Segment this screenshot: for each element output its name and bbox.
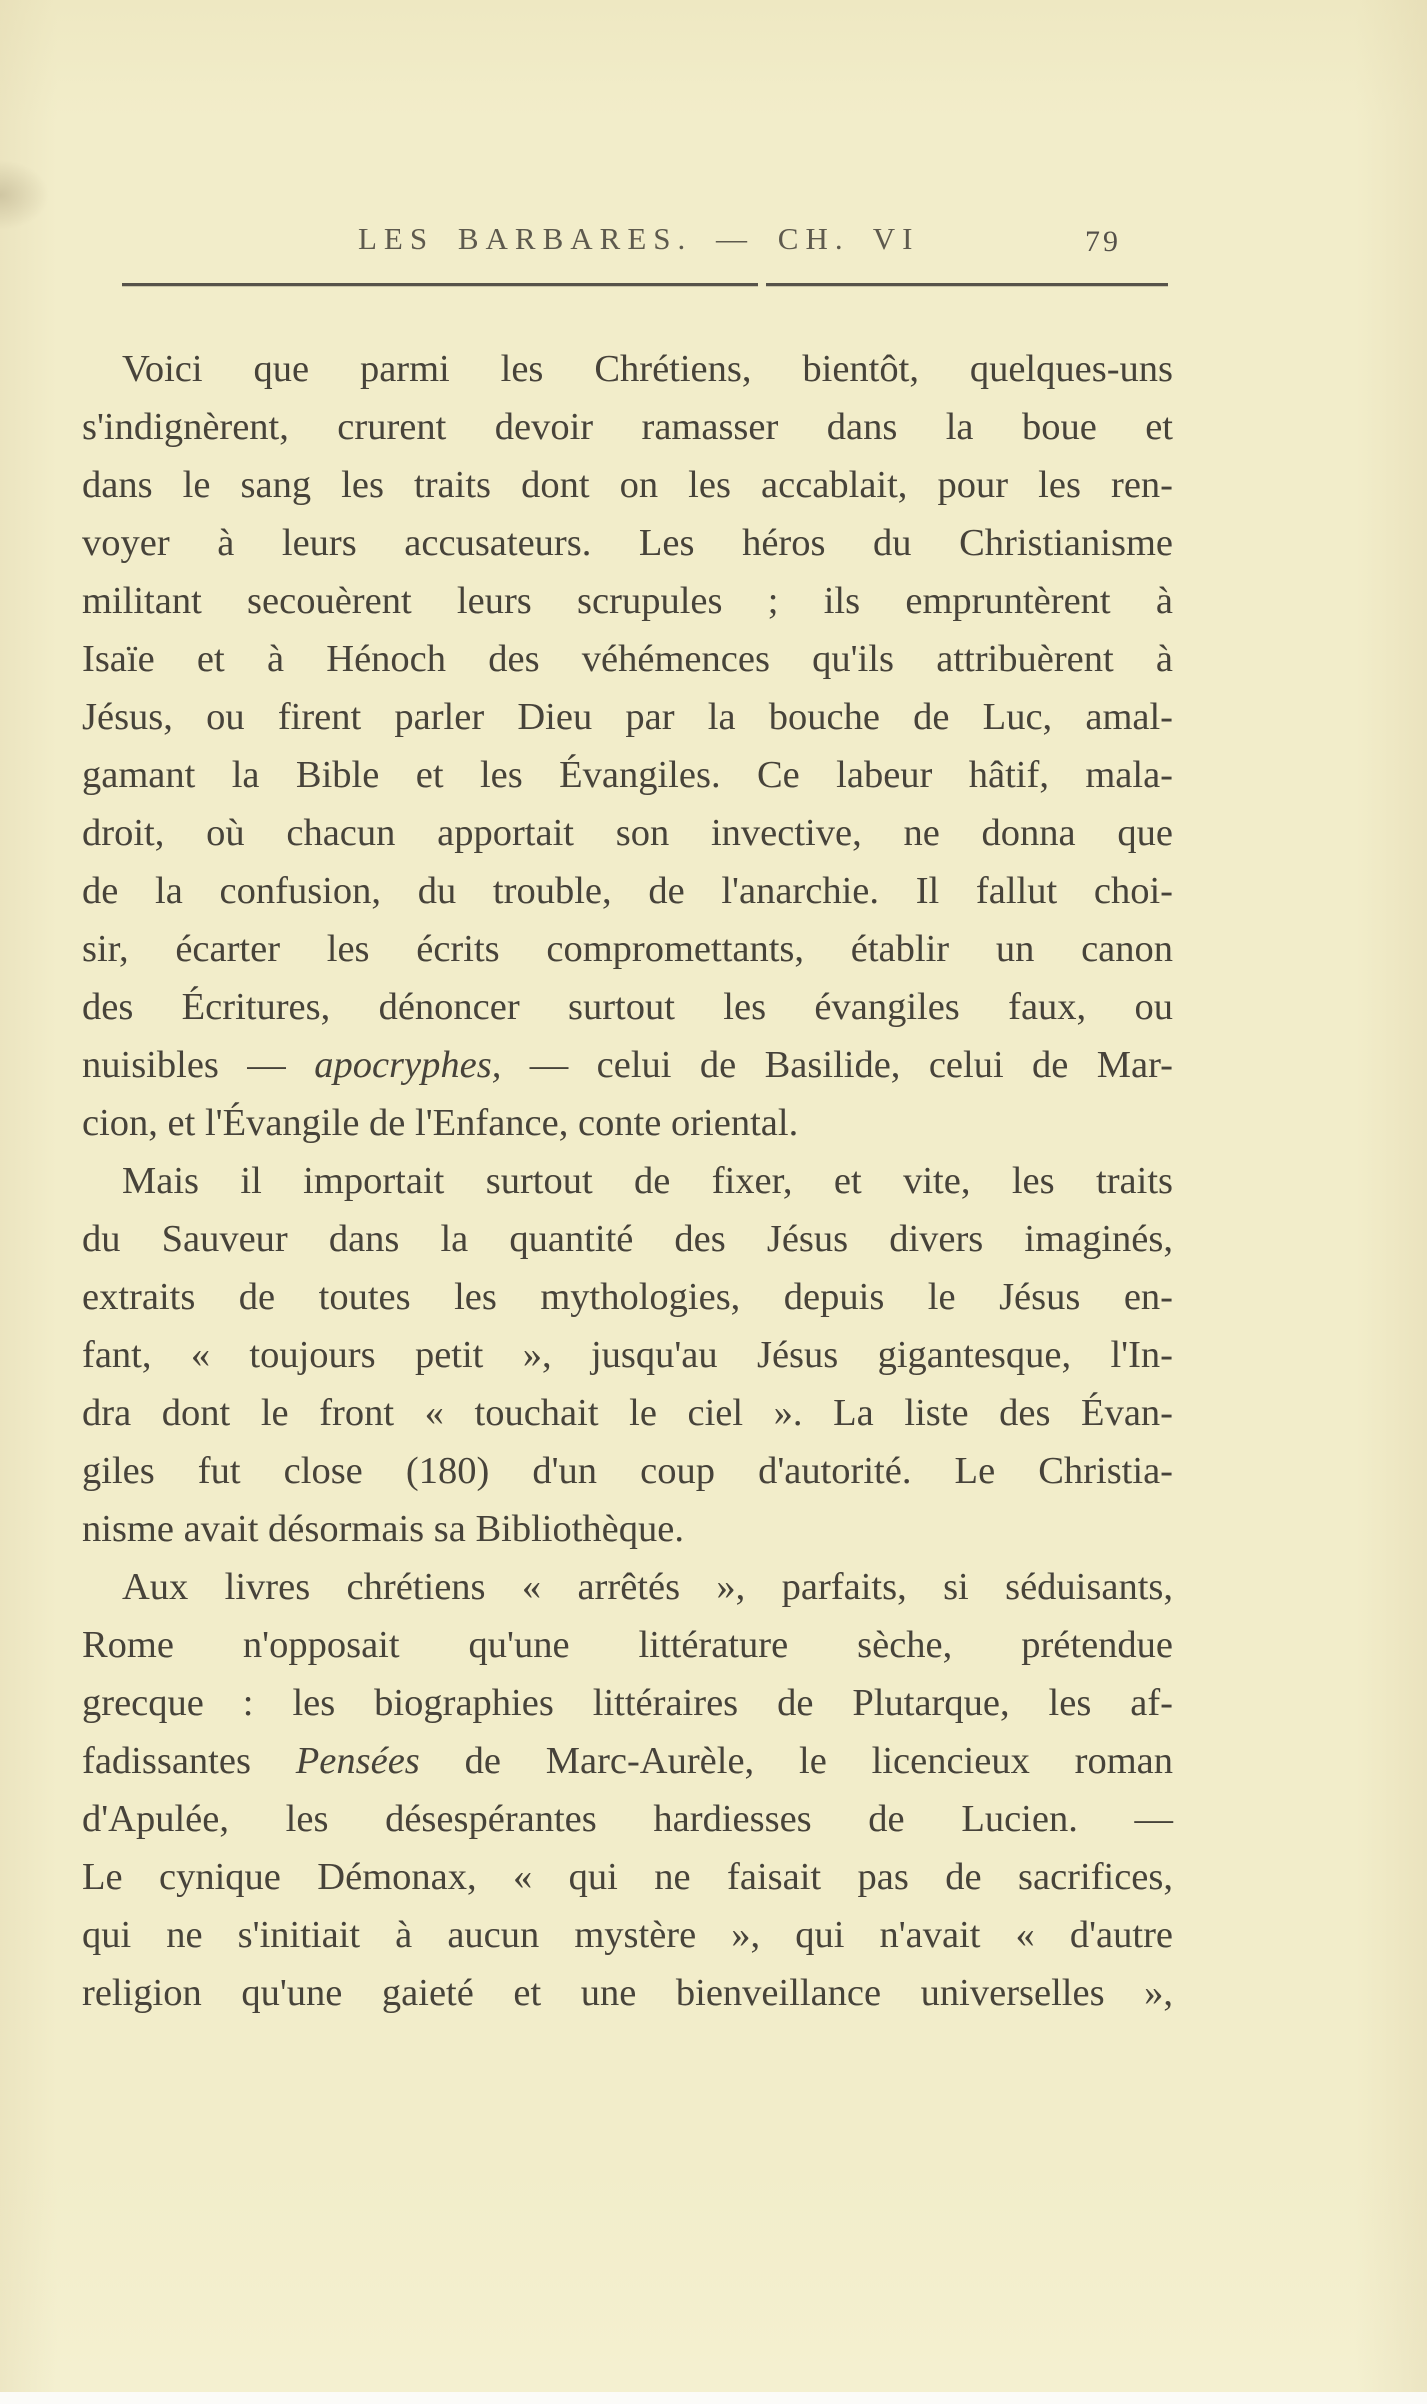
text-segment: Jésus, ou firent parler Dieu par la bouche de Luc, amal- xyxy=(82,696,1173,738)
text-line xyxy=(82,1732,1173,1790)
text-segment: fadissantes xyxy=(82,1740,296,1782)
text-line xyxy=(82,1442,1173,1500)
text-segment: dra dont le front « touchait le ciel ». La liste des Évan- xyxy=(82,1392,1173,1434)
italic-text-segment: apocryphes, xyxy=(314,1044,502,1086)
text-line xyxy=(82,1094,1173,1152)
text-segment: dans le sang les traits dont on les accablait, pour les ren- xyxy=(82,464,1173,506)
text-segment: Le cynique Démonax, « qui ne faisait pas de sacrifices, xyxy=(82,1856,1173,1898)
text-line xyxy=(82,1326,1173,1384)
header-rule-right-segment xyxy=(766,283,1168,286)
text-segment: droit, où chacun apportait son invective, ne donna que xyxy=(82,812,1173,854)
text-line xyxy=(82,1152,1173,1210)
text-segment: sir, écarter les écrits compromettants, établir un canon xyxy=(82,928,1173,970)
text-segment: Isaïe et à Hénoch des véhémences qu'ils attribuèrent à xyxy=(82,638,1173,680)
text-segment: d'Apulée, les désespérantes hardiesses de Lucien. — xyxy=(82,1798,1173,1840)
text-segment: des Écritures, dénoncer surtout les évangiles faux, ou xyxy=(82,986,1173,1028)
text-line xyxy=(82,1790,1173,1848)
text-segment: qui ne s'initiait à aucun mystère », qui n'avait « d'autre xyxy=(82,1914,1173,1956)
text-segment: du Sauveur dans la quantité des Jésus divers imaginés, xyxy=(82,1218,1173,1260)
text-segment: nisme avait désormais sa Bibliothèque. xyxy=(82,1508,684,1550)
text-line xyxy=(82,456,1173,514)
text-segment: gamant la Bible et les Évangiles. Ce labeur hâtif, mala- xyxy=(82,754,1173,796)
text-segment: Mais il importait surtout de fixer, et vite, les traits xyxy=(122,1160,1173,1202)
text-segment: militant secouèrent leurs scrupules ; ils empruntèrent à xyxy=(82,580,1173,622)
text-line xyxy=(82,1036,1173,1094)
text-line xyxy=(82,1384,1173,1442)
text-segment: religion qu'une gaieté et une bienveillance universelles », xyxy=(82,1972,1173,2014)
header-rule-left-segment xyxy=(122,283,758,286)
text-segment: nuisibles — xyxy=(82,1044,315,1086)
text-line xyxy=(82,1674,1173,1732)
text-segment: cion, et l'Évangile de l'Enfance, conte oriental. xyxy=(82,1102,799,1144)
text-line xyxy=(82,514,1173,572)
text-segment: — celui de Basilide, celui de Mar- xyxy=(501,1044,1173,1086)
text-line xyxy=(82,804,1173,862)
text-segment: extraits de toutes les mythologies, depuis le Jésus en- xyxy=(82,1276,1173,1318)
text-line xyxy=(82,688,1173,746)
text-segment: voyer à leurs accusateurs. Les héros du Christianisme xyxy=(82,522,1173,564)
text-segment: giles fut close (180) d'un coup d'autorité. Le Christia- xyxy=(82,1450,1173,1492)
text-segment: Rome n'opposait qu'une littérature sèche, prétendue xyxy=(82,1624,1173,1666)
text-line xyxy=(82,1906,1173,1964)
italic-text-segment: Pensées xyxy=(295,1740,420,1782)
text-segment: Aux livres chrétiens « arrêtés », parfaits, si séduisants, xyxy=(122,1566,1173,1608)
text-line xyxy=(82,1210,1173,1268)
text-line xyxy=(82,630,1173,688)
text-line xyxy=(82,862,1173,920)
text-line xyxy=(82,1964,1173,2022)
text-segment: de la confusion, du trouble, de l'anarchie. Il fallut choi- xyxy=(82,870,1173,912)
text-line xyxy=(82,1558,1173,1616)
text-line xyxy=(82,340,1173,398)
text-segment: de Marc-Aurèle, le licencieux roman xyxy=(419,1740,1173,1782)
text-line xyxy=(82,572,1173,630)
scan-bottom-edge xyxy=(0,2392,1427,2404)
body-text xyxy=(82,340,1173,2022)
text-line xyxy=(82,1268,1173,1326)
text-line xyxy=(82,398,1173,456)
text-line xyxy=(82,1848,1173,1906)
page-number: 79 xyxy=(1085,225,1121,258)
text-line xyxy=(82,1500,1173,1558)
text-line xyxy=(82,920,1173,978)
text-segment: Voici que parmi les Chrétiens, bientôt, quelques-uns xyxy=(122,348,1173,390)
text-line xyxy=(82,746,1173,804)
text-line xyxy=(82,1616,1173,1674)
text-segment: s'indignèrent, crurent devoir ramasser dans la boue et xyxy=(82,406,1173,448)
text-segment: grecque : les biographies littéraires de Plutarque, les af- xyxy=(82,1682,1173,1724)
text-line xyxy=(82,978,1173,1036)
running-title: LES BARBARES. — CH. VI xyxy=(358,221,920,256)
text-segment: fant, « toujours petit », jusqu'au Jésus gigantesque, l'In- xyxy=(82,1334,1173,1376)
